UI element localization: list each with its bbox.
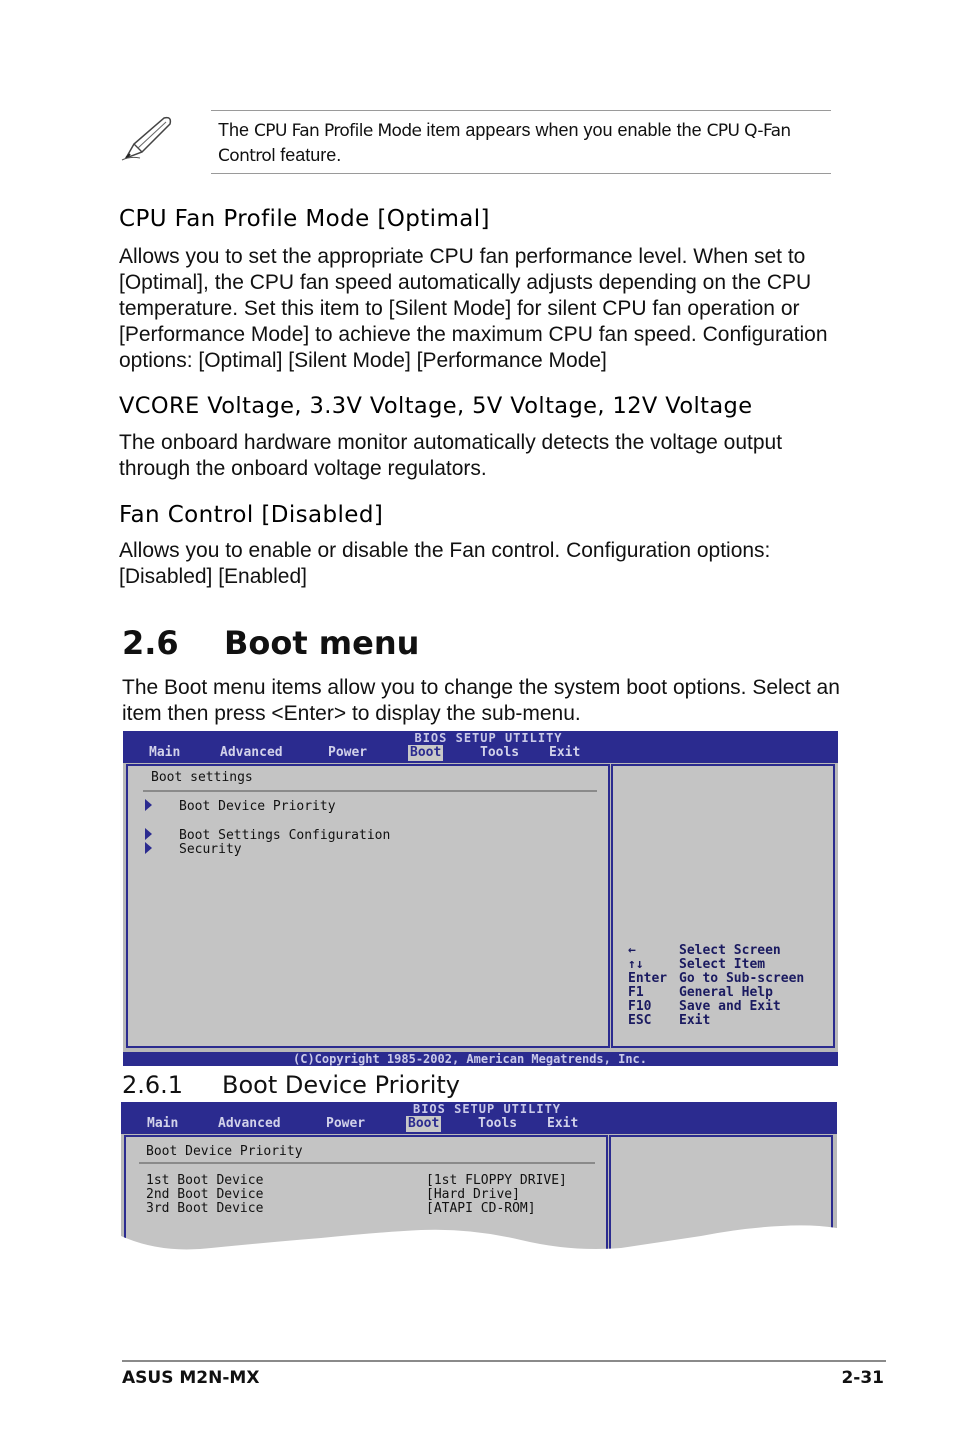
submenu-arrow-icon [145,799,152,811]
bios-menu-exit[interactable]: Exit [549,745,581,760]
note-term-fan-profile: CPU Fan Profile Mode [254,121,422,141]
bios-panel-title: Boot settings [151,770,253,785]
section-title: Boot menu [224,624,420,662]
footer-page-number: 2-31 [841,1368,884,1388]
subsection-number: 2.6.1 [122,1071,184,1099]
bios-item-boot-settings-configuration[interactable]: Boot Settings Configuration [179,828,391,843]
bios-panel-separator [139,1162,595,1164]
help-key-left-icon: ← [628,943,636,958]
boot-device-2-value[interactable]: [Hard Drive] [426,1187,520,1202]
note-top-rule [211,110,831,111]
para-cpu-fan-profile: Allows you to set the appropriate CPU fan performance level. When set to [Optimal], the CPU fan speed automatically adjusts depending on the CPU temperature. Set this item to [Silent Mode] for silent CPU fan operation or [Performance Mode] to achieve the maximum CPU fan speed. Configuration options: [Optimal] [Silent Mode] [Performance Mode] [119,245,828,372]
bios-menu-main[interactable]: Main [147,1116,179,1131]
bios-menu-advanced[interactable]: Advanced [218,1116,281,1131]
note-text [218,118,828,168]
para-fan-control: Allows you to enable or disable the Fan control. Configuration options: [Disabled] [Enabled] [119,539,771,588]
help-desc-select-screen: Select Screen [679,943,781,958]
help-desc-sub-screen: Go to Sub-screen [679,971,805,986]
section-number: 2.6 [122,624,179,662]
note-bottom-rule [211,173,831,174]
subsection-title-boot-device-priority [122,1071,460,1099]
bios-menu-boot[interactable]: Boot [410,745,442,760]
boot-device-1-value[interactable]: [1st FLOPPY DRIVE] [426,1173,567,1188]
bios-item-security[interactable]: Security [179,842,242,857]
bios-menu-power[interactable]: Power [326,1116,366,1131]
heading-cpu-fan-profile: CPU Fan Profile Mode [Optimal] [119,206,490,232]
bios-item-boot-device-priority[interactable]: Boot Device Priority [179,799,336,814]
bios-menu-boot[interactable]: Boot [408,1116,440,1131]
help-key-updown-icon: ↑↓ [628,957,644,972]
boot-device-3-label: 3rd Boot Device [146,1201,264,1216]
note-pre: The [218,120,255,140]
bios-screen-boot-device-priority [121,1102,837,1262]
bios-screen-boot [123,731,838,1066]
boot-device-1-label: 1st Boot Device [146,1173,264,1188]
bios-menu-advanced[interactable]: Advanced [220,745,283,760]
boot-device-3-value[interactable]: [ATAPI CD-ROM] [426,1201,536,1216]
bios-title: BIOS SETUP UTILITY [412,1102,562,1116]
bios-panel-separator [143,790,597,792]
section-title-boot-menu [122,624,419,662]
bios-menu-main[interactable]: Main [149,745,181,760]
footer-rule [122,1360,886,1362]
bios-menu-power[interactable]: Power [328,745,368,760]
submenu-arrow-icon [145,842,152,854]
bios-title: BIOS SETUP UTILITY [414,731,563,745]
note-post: feature. [275,145,342,165]
help-key-f10: F10 [628,999,652,1014]
help-key-enter: Enter [628,971,668,986]
help-desc-select-item: Select Item [679,957,766,972]
note-mid: item appears when you enable the [421,120,707,140]
submenu-arrow-icon [145,828,152,840]
heading-voltages: VCORE Voltage, 3.3V Voltage, 5V Voltage, 12V Voltage [119,393,753,419]
heading-fan-control: Fan Control [Disabled] [119,502,384,528]
subsection-title: Boot Device Priority [222,1071,460,1099]
para-boot-menu-intro: The Boot menu items allow you to change the system boot options. Select an item then press <Enter> to display the sub-menu. [122,676,840,725]
bios-panel-title: Boot Device Priority [146,1144,303,1159]
note-term-qfan: CPU Q-Fan Control [218,121,791,166]
help-desc-exit: Exit [679,1013,711,1028]
boot-device-2-label: 2nd Boot Device [146,1187,264,1202]
bios-menu-tools[interactable]: Tools [478,1116,518,1131]
bios-menu-tools[interactable]: Tools [480,745,520,760]
help-desc-save-exit: Save and Exit [679,999,781,1014]
torn-edge [121,1218,837,1262]
help-desc-general-help: General Help [679,985,773,1000]
pencil-note-icon [120,114,176,164]
para-voltages: The onboard hardware monitor automatically detects the voltage output through the onboard voltage regulators. [119,431,783,480]
bios-copyright-bar [123,1052,838,1066]
help-key-esc: ESC [628,1013,652,1028]
help-key-f1: F1 [628,985,644,1000]
footer-product-name: ASUS M2N-MX [122,1368,260,1388]
bios-menu-exit[interactable]: Exit [547,1116,579,1131]
bios-copyright: (C)Copyright 1985-2002, American Megatrends, Inc. [293,1052,648,1066]
